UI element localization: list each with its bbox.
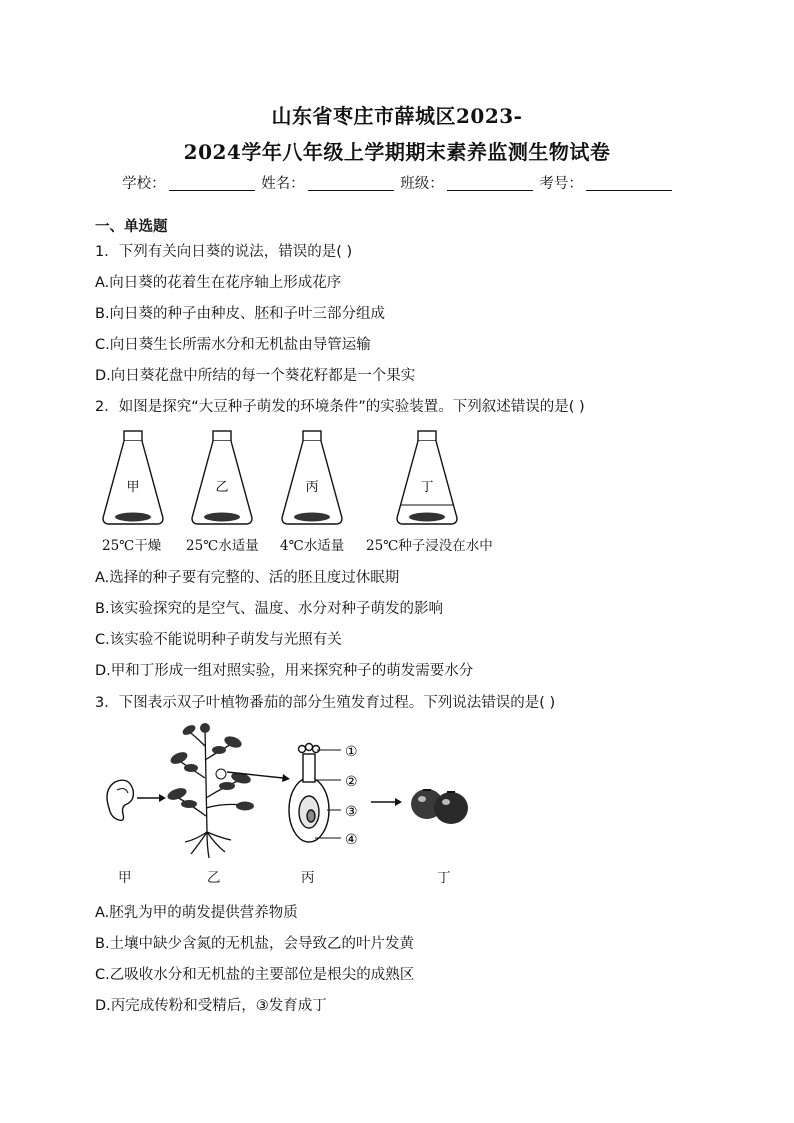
stage-label-yi: 乙 [207, 870, 221, 886]
exam-title-line1: 山东省枣庄市薛城区2023- [271, 104, 523, 128]
tomato-life-cycle-figure [95, 720, 485, 865]
school-label: 学校： [122, 176, 166, 192]
q2-option-b: B.该实验探究的是空气、温度、水分对种子萌发的影响 [95, 601, 444, 617]
flask-yi-label: 乙 [215, 480, 229, 495]
flask-jia [103, 431, 163, 524]
germination-flasks-figure [95, 428, 515, 530]
q1-stem: 1．下列有关向日葵的说法，错误的是( ) [95, 244, 353, 260]
tomato-plant-leaves [166, 723, 254, 811]
q3-option-b: B.土壤中缺少含氮的无机盐，会导致乙的叶片发黄 [95, 936, 415, 952]
q3-option-d: D.丙完成传粉和受精后，③发育成丁 [95, 998, 327, 1014]
marker-2: ② [345, 774, 358, 790]
q1-option-d: D.向日葵花盘中所结的每一个葵花籽都是一个果实 [95, 368, 416, 384]
q2-stem: 2．如图是探究“大豆种子萌发的环境条件”的实验装置。下列叙述错误的是( ) [95, 399, 585, 415]
stage-label-ding: 丁 [437, 870, 451, 886]
exam-number-blank[interactable] [586, 176, 672, 191]
exam-title-line2: 2024学年八年级上学期期末素养监测生物试卷 [183, 140, 611, 164]
tomato-fruits-drawing [411, 789, 468, 824]
name-label: 姓名： [261, 176, 305, 192]
flask-yi-caption: 25℃水适量 [186, 538, 259, 554]
q2-option-d: D.甲和丁形成一组对照实验，用来探究种子的萌发需要水分 [95, 663, 474, 679]
q1-option-c: C.向日葵生长所需水分和无机盐由导管运输 [95, 337, 371, 353]
marker-1: ① [345, 744, 358, 760]
exam-number-label: 考号： [539, 176, 583, 192]
name-blank[interactable] [308, 176, 394, 191]
flask-bing-label: 丙 [305, 480, 319, 495]
flask-jia-label: 甲 [126, 480, 140, 495]
stage-label-jia: 甲 [118, 870, 132, 886]
q2-option-a: A.选择的种子要有完整的、活的胚且度过休眠期 [95, 570, 400, 586]
q1-option-b: B.向日葵的种子由种皮、胚和子叶三部分组成 [95, 306, 386, 322]
class-blank[interactable] [447, 176, 533, 191]
class-label: 班级： [400, 176, 444, 192]
flask-ding-caption: 25℃种子浸没在水中 [366, 538, 493, 554]
q3-stem: 3．下图表示双子叶植物番茄的部分生殖发育过程。下列说法错误的是( ) [95, 695, 556, 711]
q3-option-c: C.乙吸收水分和无机盐的主要部位是根尖的成熟区 [95, 967, 415, 983]
student-info-row [0, 172, 794, 193]
flask-bing [282, 431, 342, 524]
section-heading: 一、单选题 [95, 219, 168, 235]
seed-drawing [107, 780, 133, 820]
stage-label-bing: 丙 [301, 870, 315, 886]
flower-marker [216, 769, 226, 779]
pistil-drawing [289, 744, 329, 843]
arrow-bing-to-ding [371, 798, 402, 806]
q1-option-a: A.向日葵的花着生在花序轴上形成花序 [95, 275, 342, 291]
flask-jia-caption: 25℃干燥 [102, 538, 162, 554]
arrow-jia-to-yi [137, 794, 166, 802]
school-blank[interactable] [169, 176, 255, 191]
marker-4: ④ [345, 832, 358, 848]
flask-ding-label: 丁 [420, 480, 434, 495]
marker-3: ③ [345, 804, 358, 820]
q3-option-a: A.胚乳为甲的萌发提供营养物质 [95, 905, 298, 921]
flask-ding [397, 431, 457, 524]
flask-bing-caption: 4℃水适量 [280, 538, 345, 554]
q2-option-c: C.该实验不能说明种子萌发与光照有关 [95, 632, 342, 648]
flask-yi [192, 431, 252, 524]
